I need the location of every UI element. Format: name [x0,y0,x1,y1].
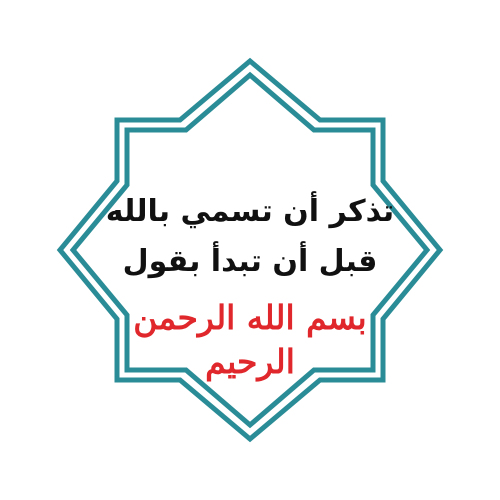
reminder-line-2: قبل أن تبدأ بقول [122,244,378,279]
reminder-line-1: تذكر أن تسمي بالله [105,194,395,229]
basmala-text: بسم الله الرحمن الرحيم [133,298,367,381]
